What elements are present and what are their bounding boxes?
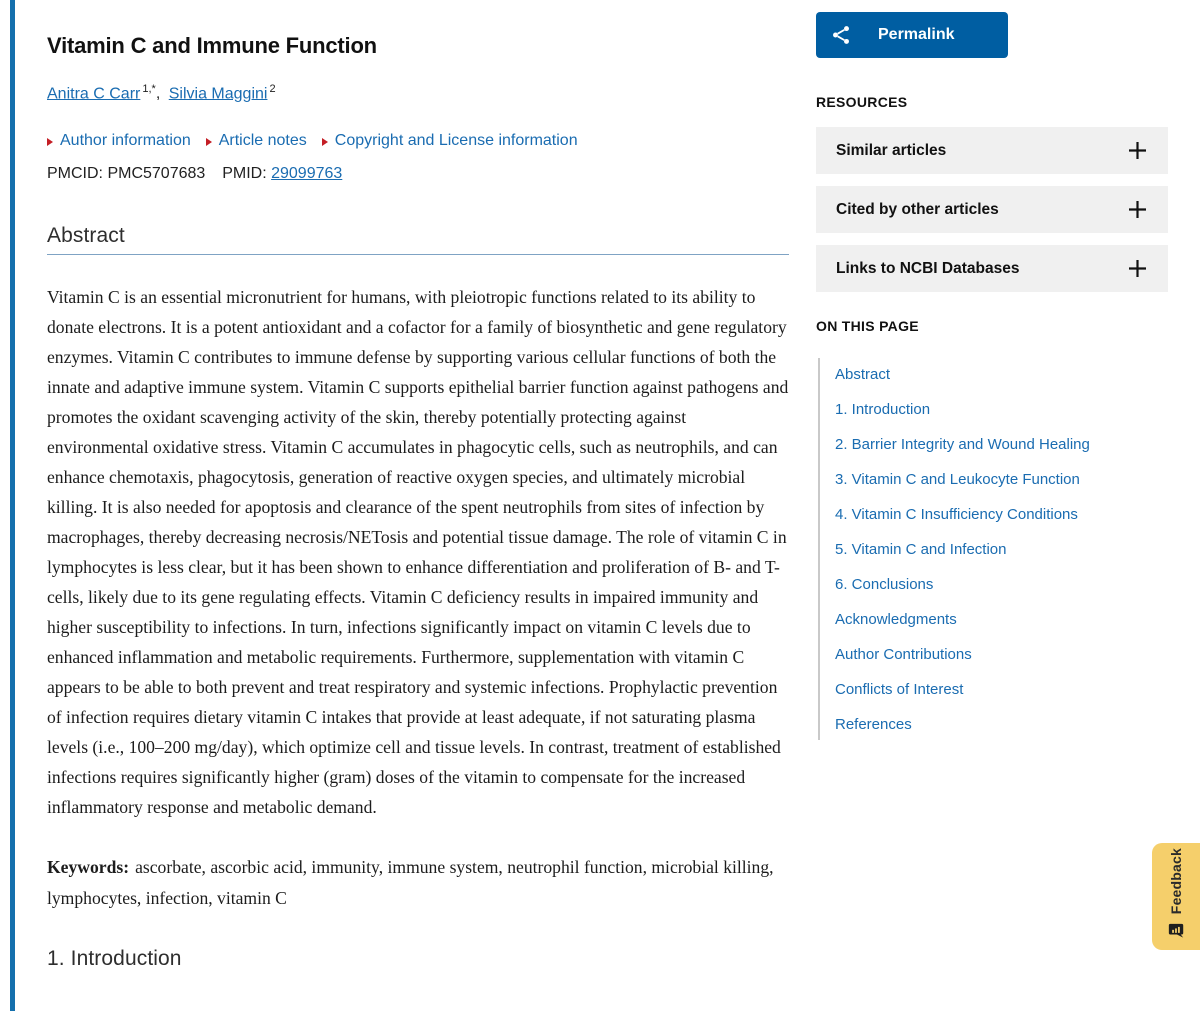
toc-item xyxy=(835,366,1168,384)
pmid-label: PMID: xyxy=(222,165,267,183)
plus-icon xyxy=(1127,140,1148,161)
accordion-label: Cited by other articles xyxy=(836,200,999,218)
triangle-right-icon xyxy=(322,138,328,146)
toc-link-author-contributions[interactable]: Author Contributions xyxy=(835,646,972,663)
toc-item xyxy=(835,681,1168,699)
toc-item xyxy=(835,436,1168,454)
toc-link-acknowledgments[interactable]: Acknowledgments xyxy=(835,611,957,628)
pmid-link[interactable]: 29099763 xyxy=(271,165,343,183)
article-notes-link[interactable] xyxy=(206,132,307,150)
on-this-page-heading: ON THIS PAGE xyxy=(816,318,919,334)
toc-item xyxy=(835,401,1168,419)
similar-articles-accordion[interactable] xyxy=(816,127,1168,174)
toc-item xyxy=(835,506,1168,524)
disclosure-label: Article notes xyxy=(218,132,307,150)
cited-by-accordion[interactable] xyxy=(816,186,1168,233)
copyright-license-link[interactable] xyxy=(322,132,578,150)
toc-item xyxy=(835,471,1168,489)
resources-heading: RESOURCES xyxy=(816,94,908,110)
feedback-label: Feedback xyxy=(1168,847,1184,914)
abstract-paragraph: Vitamin C is an essential micronutrient for humans, with pleiotropic functions related to its ability to donate electrons. It is a potent antioxidant and a cofactor for a family of biosynthetic and gene regulatory enzymes. Vitamin C contributes to immune defense by supporting various cellular functions of both the innate and adaptive immune system. Vitamin C supports epithelial barrier function against pathogens and promotes the oxidant scavenging activity of the skin, thereby potentially protecting against environmental oxidative stress. Vitamin C accumulates in phagocytic cells, such as neutrophils, and can enhance chemotaxis, phagocytosis, generation of reactive oxygen species, and ultimately microbial killing. It is also needed for apoptosis and clearance of the spent neutrophils from sites of infection by macrophages, thereby decreasing necrosis/NETosis and potential tissue damage. The role of vitamin C in lymphocytes is less clear, but it has been shown to enhance differentiation and proliferation of B- and T-cells, likely due to its gene regulating effects. Vitamin C deficiency results in impaired immunity and higher susceptibility to infections. In turn, infections significantly impact on vitamin C levels due to enhanced inflammation and metabolic requirements. Furthermore, supplementation with vitamin C appears to be able to both prevent and treat respiratory and systemic infections. Prophylactic prevention of infection requires dietary vitamin C intakes that provide at least adequate, if not saturating plasma levels (i.e., 100–200 mg/day), which optimize cell and tissue levels. In contrast, treatment of established infections requires significantly higher (gram) doses of the vitamin to compensate for the increased inflammatory response and metabolic demand. xyxy=(47,287,789,818)
author-affiliation-sup: 2 xyxy=(269,83,276,95)
author-link-anitra-c-carr[interactable]: Anitra C Carr xyxy=(47,85,141,103)
toc-link-references[interactable]: References xyxy=(835,716,912,733)
triangle-right-icon xyxy=(47,138,53,146)
plus-icon xyxy=(1127,199,1148,220)
feedback-bubble-icon xyxy=(1168,922,1185,939)
pmcid-label: PMCID: xyxy=(47,165,103,183)
on-this-page-toc xyxy=(818,358,1168,740)
left-accent-bar xyxy=(10,0,15,1011)
toc-link-introduction[interactable]: 1. Introduction xyxy=(835,401,931,418)
sidebar xyxy=(816,0,1168,740)
toc-link-insufficiency-conditions[interactable]: 4. Vitamin C Insufficiency Conditions xyxy=(835,506,1078,523)
keywords-text: ascorbate, ascorbic acid, immunity, immune system, neutrophil function, microbial killing, lymphocytes, infection, vitamin C xyxy=(47,857,774,909)
author-information-link[interactable] xyxy=(47,132,191,150)
author-separator: , xyxy=(155,85,161,103)
permalink-label: Permalink xyxy=(878,26,955,43)
disclosure-links xyxy=(47,132,789,150)
toc-link-conclusions[interactable]: 6. Conclusions xyxy=(835,576,934,593)
pmcid-value: PMC5707683 xyxy=(107,165,206,183)
author-link-silvia-maggini[interactable]: Silvia Maggini xyxy=(168,85,268,103)
toc-item xyxy=(835,541,1168,559)
disclosure-label: Copyright and License information xyxy=(334,132,578,150)
share-icon xyxy=(830,24,852,46)
toc-item xyxy=(835,576,1168,594)
keywords-label: Keywords: xyxy=(47,857,130,878)
author-affiliation-sup: 1,* xyxy=(142,83,156,95)
toc-link-barrier-integrity[interactable]: 2. Barrier Integrity and Wound Healing xyxy=(835,436,1090,453)
ncbi-links-accordion[interactable] xyxy=(816,245,1168,292)
keywords xyxy=(47,852,789,914)
author-list xyxy=(47,83,789,103)
toc-link-abstract[interactable]: Abstract xyxy=(835,366,891,383)
introduction-heading: 1. Introduction xyxy=(47,947,182,971)
abstract-heading: Abstract xyxy=(47,224,789,255)
toc-item xyxy=(835,646,1168,664)
resources-accordions xyxy=(816,127,1168,292)
triangle-right-icon xyxy=(206,138,212,146)
toc-item xyxy=(835,716,1168,734)
permalink-button[interactable] xyxy=(816,12,1008,58)
toc-item xyxy=(835,611,1168,629)
toc-link-leukocyte-function[interactable]: 3. Vitamin C and Leukocyte Function xyxy=(835,471,1080,488)
article-title: Vitamin C and Immune Function xyxy=(47,33,377,58)
accordion-label: Links to NCBI Databases xyxy=(836,259,1020,277)
toc-link-infection[interactable]: 5. Vitamin C and Infection xyxy=(835,541,1007,558)
article-content xyxy=(47,0,789,971)
toc-link-conflicts-of-interest[interactable]: Conflicts of Interest xyxy=(835,681,964,698)
plus-icon xyxy=(1127,258,1148,279)
disclosure-label: Author information xyxy=(60,132,191,150)
article-ids xyxy=(47,165,789,183)
accordion-label: Similar articles xyxy=(836,141,947,159)
feedback-button[interactable] xyxy=(1152,843,1200,950)
